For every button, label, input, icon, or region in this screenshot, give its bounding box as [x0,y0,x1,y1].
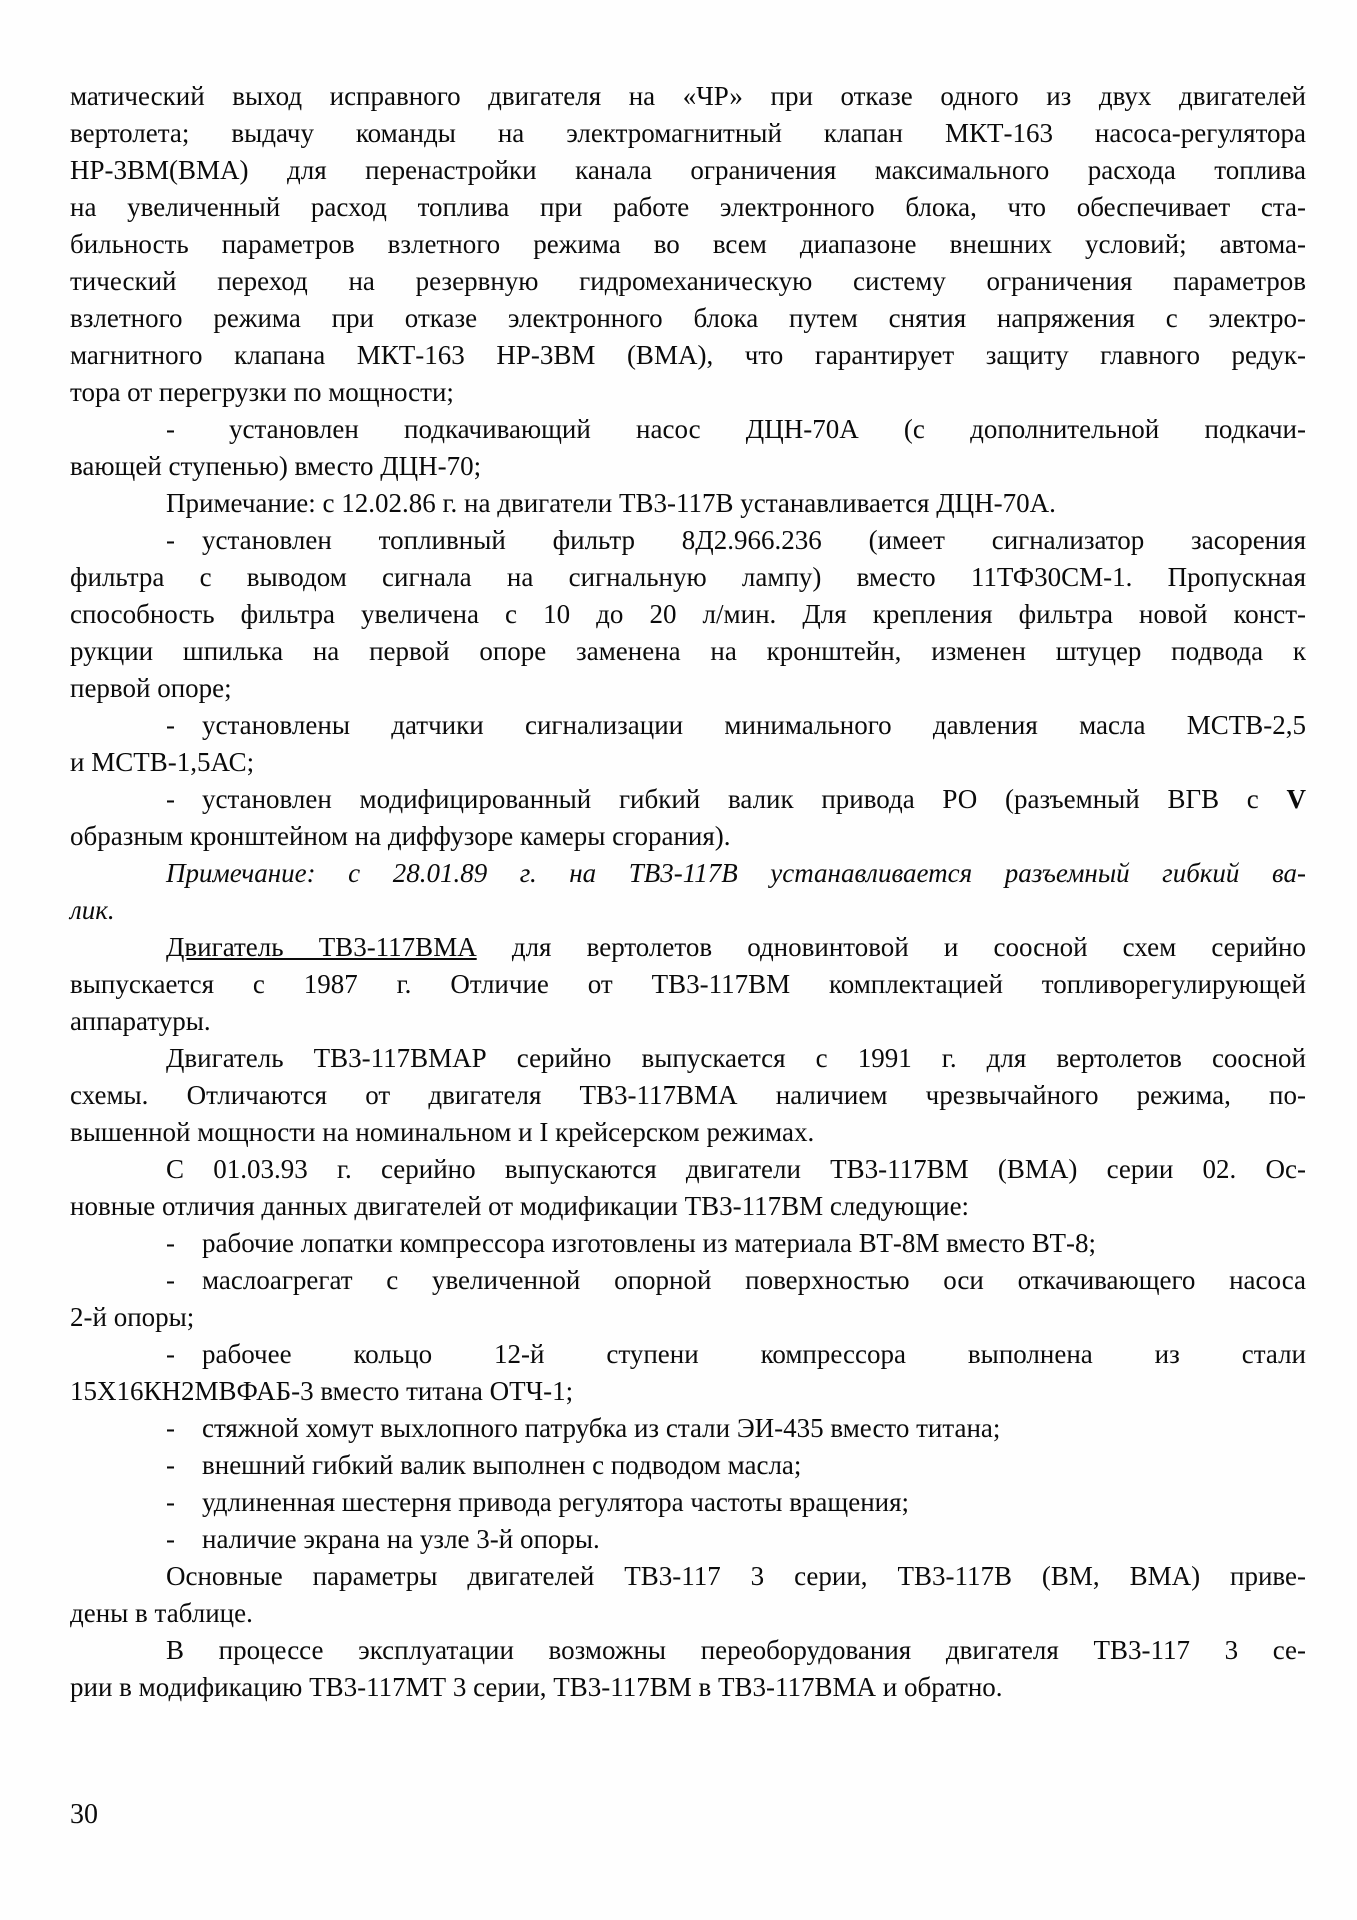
text-segment: - стяжной хомут выхлопного патрубка из стали ЭИ-435 вместо титана; [166,1413,1001,1443]
text-segment: вающей ступенью) вместо ДЦН-70; [70,451,482,481]
text-line [70,1484,1306,1521]
text-segment: новные отличия данных двигателей от модификации ТВ3-117ВМ следующие: [70,1191,970,1221]
text-line [70,1558,1306,1595]
text-segment: С 01.03.93 г. серийно выпускаются двигатели ТВ3-117ВМ (ВМА) серии 02. Ос- [166,1154,1306,1184]
text-line [70,1447,1306,1484]
text-line [70,596,1306,633]
underlined-text: Двигатель ТВ3-117ВМА [166,932,477,962]
text-segment: - внешний гибкий валик выполнен с подводом масла; [166,1450,802,1480]
text-line [70,374,1306,411]
text-segment: вертолета; выдачу команды на электромагнитный клапан МКТ-163 насоса-регулятора [70,118,1306,148]
text-line [70,448,1306,485]
text-segment: - удлиненная шестерня привода регулятора частоты вращения; [166,1487,910,1517]
text-segment: и МСТВ-1,5АС; [70,747,255,777]
text-line [70,1114,1306,1151]
text-line [70,522,1306,559]
text-line [70,855,1306,892]
text-segment: Основные параметры двигателей ТВ3-117 3 серии, ТВ3-117В (ВМ, ВМА) приве- [166,1561,1306,1591]
text-segment: В процессе эксплуатации возможны переоборудования двигателя ТВ3-117 3 се- [166,1635,1306,1665]
text-segment: 15Х16КН2МВФАБ-3 вместо титана ОТЧ-1; [70,1376,574,1406]
text-line [70,633,1306,670]
text-segment: магнитного клапана МКТ-163 НР-3ВМ (ВМА), что гарантирует защиту главного редук- [70,340,1306,370]
text-segment: образным кронштейном на диффузоре камеры сгорания). [70,821,731,851]
text-line [70,892,1306,929]
text-segment: матический выход исправного двигателя на «ЧР» при отказе одного из двух двигателей [70,81,1306,111]
text-segment: тический переход на резервную гидромеханическую систему ограничения параметров [70,266,1306,296]
text-line [70,1077,1306,1114]
text-line [70,966,1306,1003]
text-line [70,818,1306,855]
text-line [70,559,1306,596]
text-line [70,781,1306,818]
text-line [70,1262,1306,1299]
text-line [70,1410,1306,1447]
text-segment: выпускается с 1987 г. Отличие от ТВ3-117ВМ комплектацией топливорегулирующей [70,969,1306,999]
text-line [70,929,1306,966]
text-segment: дены в таблице. [70,1598,253,1628]
text-line [70,300,1306,337]
text-line [70,411,1306,448]
text-segment: тора от перегрузки по мощности; [70,377,454,407]
text-segment: бильность параметров взлетного режима во всем диапазоне внешних условий; автома- [70,229,1306,259]
text-segment: вышенной мощности на номинальном и I крейсерском режимах. [70,1117,815,1147]
text-segment: аппаратуры. [70,1006,211,1036]
text-segment: - маслоагрегат с увеличенной опорной поверхностью оси откачивающего насоса [166,1265,1306,1295]
text-line [70,707,1306,744]
text-line [70,1225,1306,1262]
text-segment: первой опоре; [70,673,232,703]
text-line [70,115,1306,152]
text-line [70,1040,1306,1077]
text-segment: НР-3ВМ(ВМА) для перенастройки канала ограничения максимального расхода топлива [70,155,1306,185]
text-segment: фильтра с выводом сигнала на сигнальную лампу) вместо 11ТФ30СМ-1. Пропускная [70,562,1306,592]
text-line [70,485,1306,522]
text-line [70,1373,1306,1410]
text-segment: - установлен модифицированный гибкий валик привода РО (разъемный ВГВ с [166,784,1287,814]
text-line [70,1188,1306,1225]
text-segment: Примечание: с 28.01.89 г. на ТВ3-117В устанавливается разъемный гибкий ва- [166,858,1306,888]
text-line [70,263,1306,300]
text-segment: взлетного режима при отказе электронного блока путем снятия напряжения с электро- [70,303,1306,333]
text-segment: рукции шпилька на первой опоре заменена на кронштейн, изменен штуцер подвода к [70,636,1306,666]
text-line [70,1632,1306,1669]
text-segment: для вертолетов одновинтовой и соосной схем серийно [476,932,1306,962]
text-segment: 2-й опоры; [70,1302,195,1332]
text-line [70,744,1306,781]
text-segment: - установлен топливный фильтр 8Д2.966.236 (имеет сигнализатор засорения [166,525,1306,555]
text-segment: - наличие экрана на узле 3-й опоры. [166,1524,600,1554]
text-line [70,1151,1306,1188]
text-segment: схемы. Отличаются от двигателя ТВ3-117ВМА наличием чрезвычайного режима, по- [70,1080,1306,1110]
text-line [70,1003,1306,1040]
text-segment: - установлен подкачивающий насос ДЦН-70А (с дополнительной подкачи- [166,414,1306,444]
text-line [70,152,1306,189]
page-number: 30 [70,1799,98,1830]
text-segment: - рабочее кольцо 12-й ступени компрессора выполнена из стали [166,1339,1306,1369]
text-segment: - установлены датчики сигнализации минимального давления масла МСТВ-2,5 [166,710,1306,740]
text-line [70,1595,1306,1632]
text-block [70,78,1306,1706]
text-segment: рии в модификацию ТВ3-117МТ 3 серии, ТВ3-117ВМ в ТВ3-117ВМА и обратно. [70,1672,1003,1702]
text-segment: лик. [70,895,115,925]
text-segment: Примечание: с 12.02.86 г. на двигатели ТВ3-117В устанавливается ДЦН-70А. [166,488,1056,518]
text-line [70,226,1306,263]
text-segment: - рабочие лопатки компрессора изготовлены из материала ВТ-8М вместо ВТ-8; [166,1228,1096,1258]
text-line [70,78,1306,115]
text-segment: на увеличенный расход топлива при работе электронного блока, что обеспечивает ста- [70,192,1306,222]
bold-text: V [1286,784,1306,814]
text-line [70,670,1306,707]
text-line [70,1299,1306,1336]
text-line [70,189,1306,226]
text-line [70,1669,1306,1706]
text-segment: способность фильтра увеличена с 10 до 20 л/мин. Для крепления фильтра новой конст- [70,599,1306,629]
text-line [70,337,1306,374]
text-segment: Двигатель ТВ3-117ВМАР серийно выпускается с 1991 г. для вертолетов соосной [166,1043,1306,1073]
text-line [70,1336,1306,1373]
text-line [70,1521,1306,1558]
